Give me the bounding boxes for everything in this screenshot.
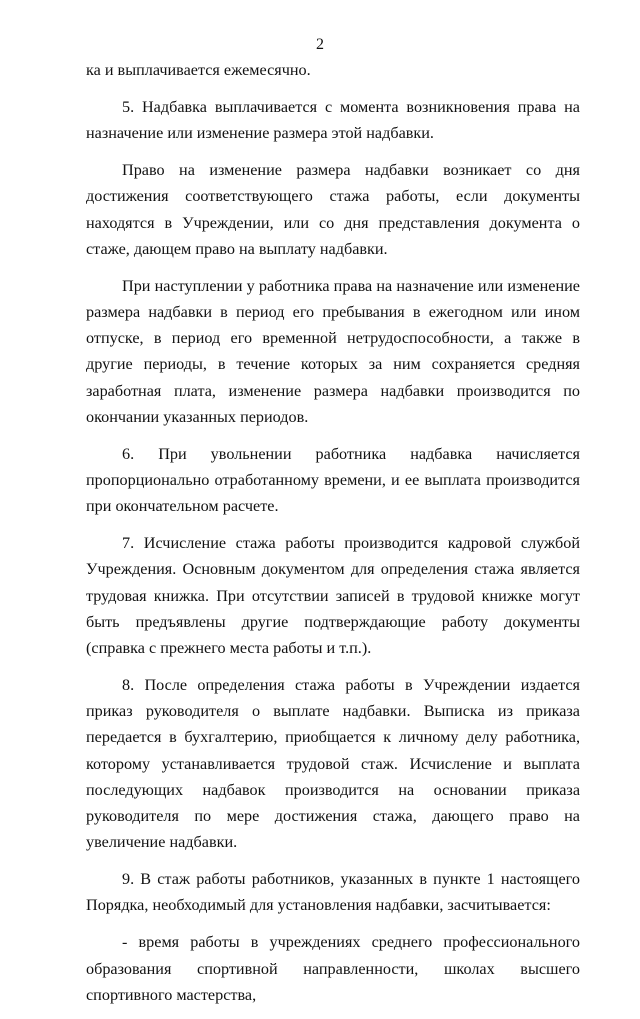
paragraph-list-item: - время работы в учреждениях среднего профессионального образования спортивной направленности, школах высшего спортивного мастерства,: [86, 933, 580, 1004]
page-number: 2: [316, 36, 324, 53]
paragraph-item-7: 7. Исчисление стажа работы производится кадровой службой Учреждения. Основным документом для определения стажа является трудовая книжка. При отсутствии записей в трудовой книжке могут быть предъявлены другие подтверждающие работу документы (справка с прежнего места работы и т.п.).: [86, 534, 580, 658]
paragraph-item-9: 9. В стаж работы работников, указанных в пункте 1 настоящего Порядка, необходимый для установления надбавки, засчитывается:: [86, 870, 580, 915]
paragraph-vacation-period: При наступлении у работника права на назначение или изменение размера надбавки в период его пребывания в ежегодном или ином отпуске, в период его временной нетрудоспособности, а также в другие периоды, в течение которых за ним сохраняется средняя заработная плата, изменение размера надбавки производится по окончании указанных периодов.: [86, 276, 580, 426]
paragraph-continuation: ка и выплачивается ежемесячно.: [86, 61, 311, 79]
paragraph-item-5: 5. Надбавка выплачивается с момента возникновения права на назначение или изменение размера этой надбавки.: [86, 98, 580, 143]
paragraph-item-8: 8. После определения стажа работы в Учреждении издается приказ руководителя о выплате надбавки. Выписка из приказа передается в бухгалтерию, приобщается к личному делу работника, которому устанавливается трудовой стаж. Исчисление и выплата последующих надбавок производится на основании приказа руководителя по мере достижения стажа, дающего право на увеличение надбавки.: [86, 676, 580, 852]
paragraph-size-change-right: Право на изменение размера надбавки возникает со дня достижения соответствующего стажа работы, если документы находятся в Учреждении, или со дня представления документа о стаже, дающем право на выплату надбавки.: [86, 161, 580, 258]
paragraph-item-6: 6. При увольнении работника надбавка начисляется пропорционально отработанному времени, и ее выплата производится при окончательном расчете.: [86, 444, 580, 516]
document-body: [86, 57, 580, 1019]
